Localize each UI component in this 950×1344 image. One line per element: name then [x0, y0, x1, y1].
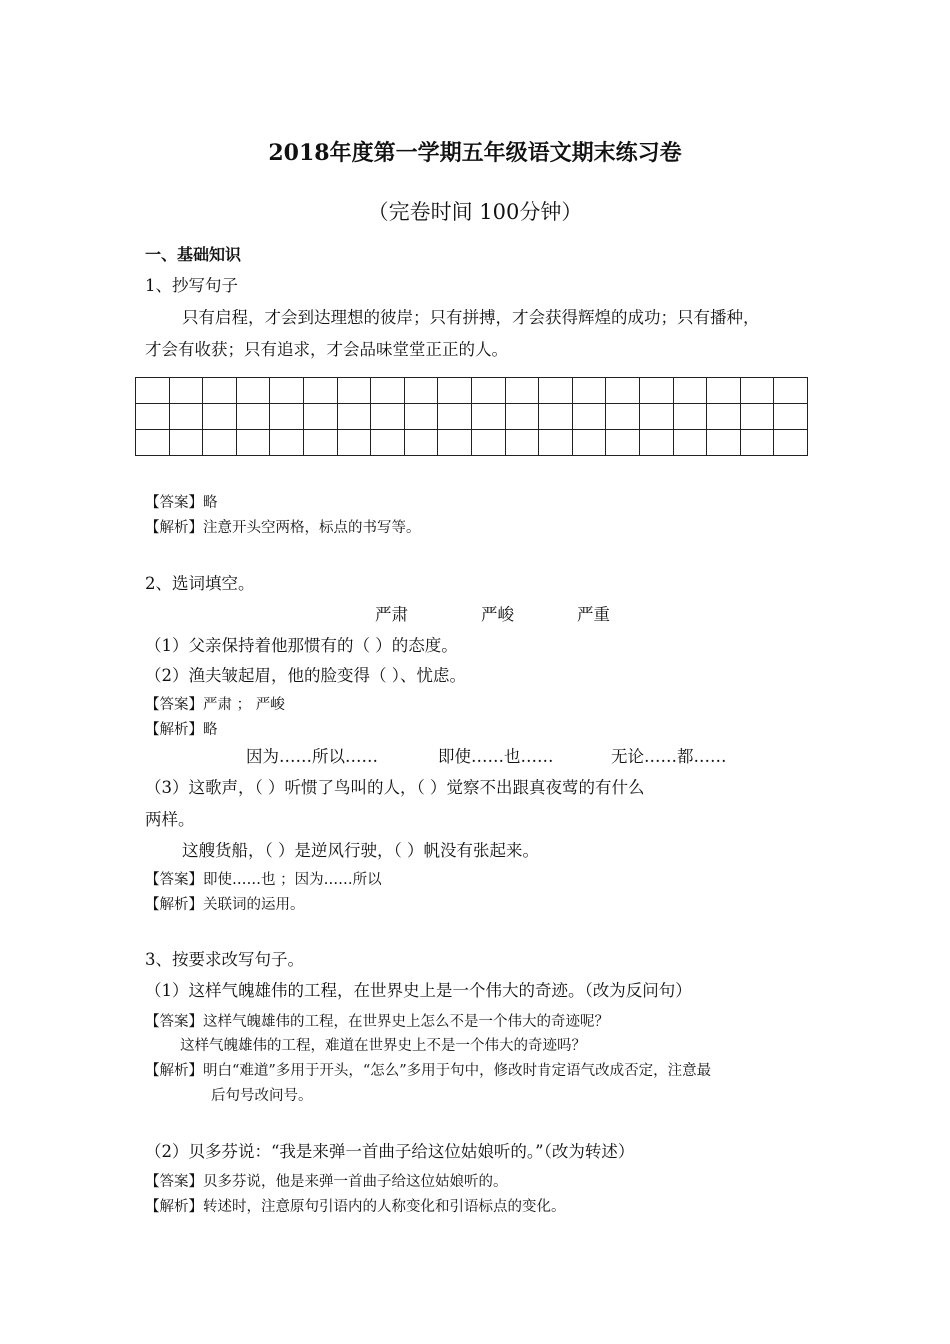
q2-answer-2: 【答案】即使……也 ；因为……所以 — [145, 872, 382, 888]
grid-cell — [707, 378, 741, 404]
grid-cell — [673, 378, 707, 404]
grid-cell — [774, 404, 808, 430]
word-option-2: 严峻 — [481, 605, 514, 624]
q3-answer-1a: 【答案】这样气魄雄伟的工程，在世界史上怎么不是一个伟大的奇迹呢？ — [145, 1014, 609, 1030]
grid-cell — [639, 430, 673, 456]
grid-cell — [471, 430, 505, 456]
grid-row — [136, 378, 808, 404]
grid-cell — [572, 430, 606, 456]
grid-cell — [236, 404, 270, 430]
grid-cell — [505, 404, 539, 430]
grid-cell — [136, 404, 170, 430]
grid-cell — [169, 430, 203, 456]
grid-cell — [438, 404, 472, 430]
q3-answer-2: 【答案】贝多芬说，他是来弹一首曲子给这位姑娘听的。 — [145, 1174, 508, 1190]
grid-cell — [740, 404, 774, 430]
q2-sentence-3-line1: （3）这歌声，（ ）听惯了鸟叫的人，（ ）觉察不出跟真夜莺的有什么 — [145, 778, 645, 797]
grid-cell — [270, 404, 304, 430]
grid-cell — [639, 404, 673, 430]
grid-cell — [539, 404, 573, 430]
grid-cell — [203, 378, 237, 404]
page-subtitle: （完卷时间 100分钟） — [367, 200, 583, 224]
word-option-3: 严重 — [577, 605, 610, 624]
grid-cell — [203, 430, 237, 456]
grid-cell — [471, 378, 505, 404]
q2-sentence-2: （2）渔夫皱起眉，他的脸变得（ ）、忧虑。 — [145, 666, 466, 685]
grid-cell — [270, 430, 304, 456]
grid-cell — [707, 404, 741, 430]
word-option-1: 严肃 — [375, 605, 408, 624]
grid-cell — [236, 430, 270, 456]
grid-cell — [169, 378, 203, 404]
q1-heading: 1、抄写句子 — [145, 276, 238, 295]
grid-cell — [337, 430, 371, 456]
grid-cell — [740, 430, 774, 456]
grid-cell — [673, 404, 707, 430]
grid-cell — [539, 430, 573, 456]
grid-cell — [505, 378, 539, 404]
grid-cell — [774, 378, 808, 404]
section-heading-basics: 一、基础知识 — [145, 245, 242, 264]
q3-analysis-1a: 【解析】明白“难道”多用于开头，“怎么”多用于句中，修改时肯定语气改成否定，注意最 — [145, 1063, 712, 1079]
grid-cell — [203, 404, 237, 430]
grid-row — [136, 430, 808, 456]
grid-cell — [572, 404, 606, 430]
grid-cell — [303, 404, 337, 430]
grid-cell — [169, 404, 203, 430]
grid-cell — [438, 430, 472, 456]
q1-analysis: 【解析】注意开头空两格，标点的书写等。 — [145, 520, 421, 536]
grid-cell — [303, 430, 337, 456]
grid-cell — [606, 404, 640, 430]
grid-cell — [303, 378, 337, 404]
page-title: 2018年度第一学期五年级语文期末练习卷 — [268, 140, 682, 166]
q2-answer-1: 【答案】严肃 ； 严峻 — [145, 697, 285, 713]
grid-cell — [371, 404, 405, 430]
grid-cell — [404, 404, 438, 430]
conjunction-option-3: 无论……都…… — [611, 747, 727, 766]
grid-cell — [404, 378, 438, 404]
q3-answer-1b: 这样气魄雄伟的工程，难道在世界史上不是一个伟大的奇迹吗？ — [180, 1038, 586, 1054]
grid-cell — [136, 378, 170, 404]
q3-sentence-1: （1）这样气魄雄伟的工程，在世界史上是一个伟大的奇迹。（改为反问句） — [145, 981, 692, 1000]
grid-cell — [337, 378, 371, 404]
grid-cell — [404, 430, 438, 456]
grid-cell — [572, 378, 606, 404]
grid-cell — [438, 378, 472, 404]
grid-cell — [371, 430, 405, 456]
grid-cell — [136, 430, 170, 456]
grid-cell — [774, 430, 808, 456]
q1-sentence-line2: 才会有收获；只有追求，才会品味堂堂正正的人。 — [145, 340, 508, 359]
grid-cell — [606, 378, 640, 404]
q1-sentence-line1: 只有启程，才会到达理想的彼岸；只有拼搏，才会获得辉煌的成功；只有播种， — [182, 308, 760, 327]
grid-cell — [270, 378, 304, 404]
q2-analysis-2: 【解析】关联词的运用。 — [145, 897, 305, 913]
q2-sentence-1: （1）父亲保持着他那惯有的（ ）的态度。 — [145, 636, 458, 655]
grid-cell — [740, 378, 774, 404]
grid-cell — [539, 378, 573, 404]
grid-cell — [639, 378, 673, 404]
q3-sentence-2: （2）贝多芬说：“我是来弹一首曲子给这位姑娘听的。”（改为转述） — [145, 1142, 635, 1161]
copy-grid — [135, 377, 808, 456]
q1-answer: 【答案】略 — [145, 495, 218, 511]
grid-cell — [337, 404, 371, 430]
q3-heading: 3、按要求改写句子。 — [145, 950, 304, 969]
q3-analysis-1b: 后句号改问号。 — [211, 1088, 313, 1104]
grid-cell — [471, 404, 505, 430]
grid-cell — [673, 430, 707, 456]
conjunction-option-1: 因为……所以…… — [246, 747, 378, 766]
conjunction-option-2: 即使……也…… — [438, 747, 554, 766]
grid-cell — [236, 378, 270, 404]
q2-analysis-1: 【解析】略 — [145, 722, 218, 738]
grid-cell — [505, 430, 539, 456]
grid-cell — [371, 378, 405, 404]
q2-heading: 2、选词填空。 — [145, 574, 255, 593]
grid-cell — [606, 430, 640, 456]
grid-row — [136, 404, 808, 430]
grid-cell — [707, 430, 741, 456]
q2-sentence-3-line3: 这艘货船，（ ）是逆风行驶，（ ）帆没有张起来。 — [182, 841, 539, 860]
q2-sentence-3-line2: 两样。 — [145, 810, 195, 829]
q3-analysis-2: 【解析】转述时，注意原句引语内的人称变化和引语标点的变化。 — [145, 1199, 566, 1215]
